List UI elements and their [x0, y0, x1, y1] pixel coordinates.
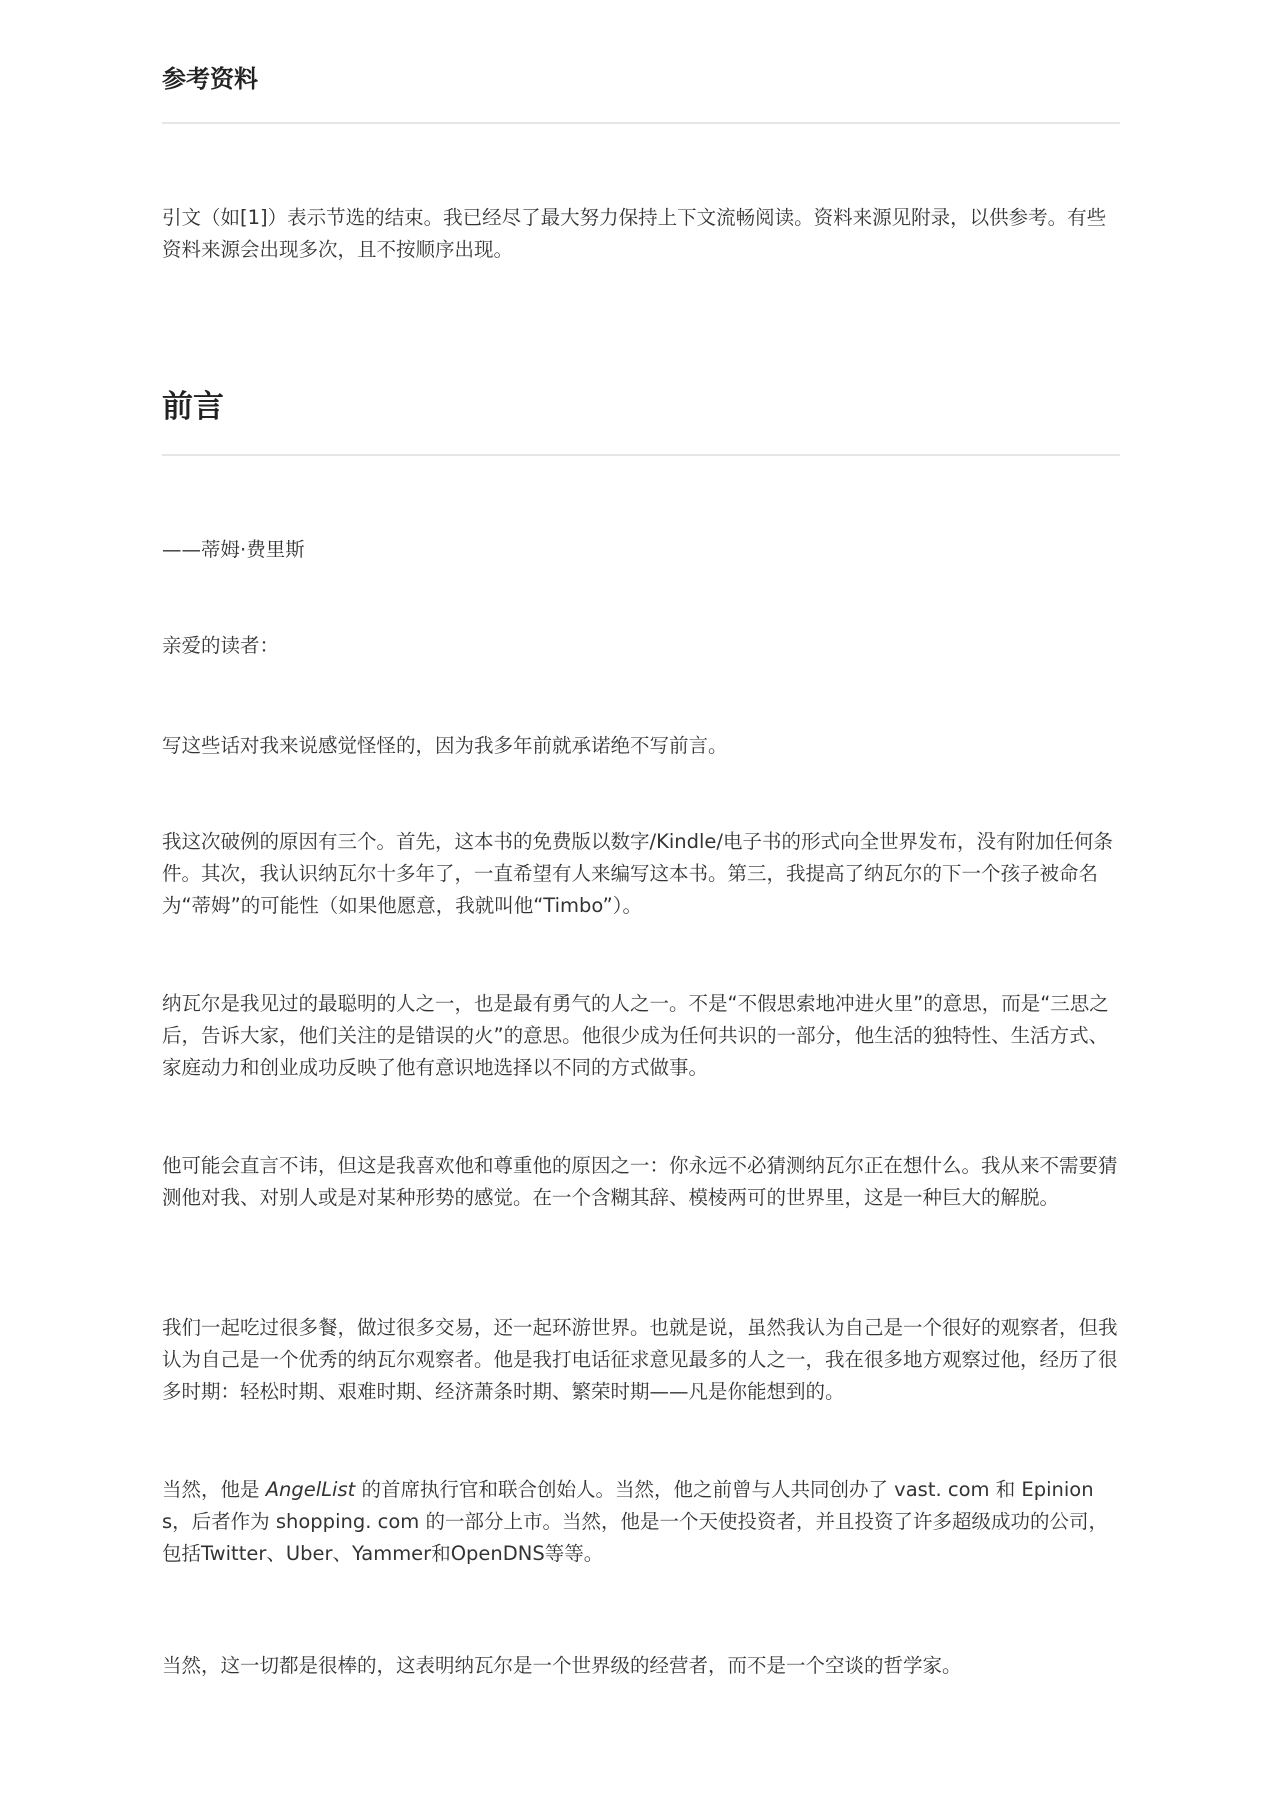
preface-paragraph: 写这些话对我来说感觉怪怪的，因为我多年前就承诺绝不写前言。 [162, 734, 728, 757]
references-heading: 参考资料 [162, 65, 258, 93]
preface-paragraph: 他可能会直言不讳，但这是我喜欢他和尊重他的原因之一：你永远不必猜测纳瓦尔正在想什么。我从来不需要猜测他对我、对别人或是对某种形势的感觉。在一个含糊其辞、模棱两可的世界里，这是一种巨大的解脱。 [162, 1154, 1118, 1209]
preface-salutation: 亲爱的读者： [162, 634, 280, 657]
preface-closing: 当然，这一切都是很棒的，这表明纳瓦尔是一个世界级的经营者，而不是一个空谈的哲学家。 [162, 1654, 962, 1677]
preface-paragraph: 我们一起吃过很多餐，做过很多交易，还一起环游世界。也就是说，虽然我认为自己是一个很好的观察者，但我认为自己是一个优秀的纳瓦尔观察者。他是我打电话征求意见最多的人之一，我在很多地方观察过他，经历了很多时期：轻松时期、艰难时期、经济萧条时期、繁荣时期——凡是你能想到的。 [162, 1316, 1118, 1403]
references-note: 引文（如[1]）表示节选的结束。我已经尽了最大努力保持上下文流畅阅读。资料来源见附录，以供参考。有些资料来源会出现多次，且不按顺序出现。 [162, 206, 1107, 261]
section-divider [162, 122, 1120, 124]
text-segment: 的首席执行官和联合创始人。当然，他之前曾与人共同创办了 vast. com 和 Epinions，后者作为 shopping. com 的一部分上市。当然，他是一个天使投资者，并且投资了许多超级成功的公司，包括Twitter、Uber、Yammer和OpenDNS等等。 [162, 1478, 1108, 1565]
preface-heading: 前言 [162, 389, 224, 425]
preface-paragraph: 我这次破例的原因有三个。首先，这本书的免费版以数字/Kindle/电子书的形式向全世界发布，没有附加任何条件。其次，我认识纳瓦尔十多年了，一直希望有人来编写这本书。第三，我提高了纳瓦尔的下一个孩子被命名为“蒂姆”的可能性（如果他愿意，我就叫他“Timbo”）。 [162, 830, 1113, 917]
angellist-italic: AngelList [265, 1478, 356, 1501]
text-segment: 当然，他是 [162, 1478, 266, 1501]
preface-paragraph-angellist [162, 1474, 1120, 1570]
section-divider [162, 454, 1120, 456]
preface-attribution: ——蒂姆·费里斯 [162, 538, 305, 561]
preface-paragraph: 纳瓦尔是我见过的最聪明的人之一，也是最有勇气的人之一。不是“不假思索地冲进火里”的意思，而是“三思之后，告诉大家，他们关注的是错误的火”的意思。他很少成为任何共识的一部分，他生活的独特性、生活方式、家庭动力和创业成功反映了他有意识地选择以不同的方式做事。 [162, 992, 1109, 1079]
